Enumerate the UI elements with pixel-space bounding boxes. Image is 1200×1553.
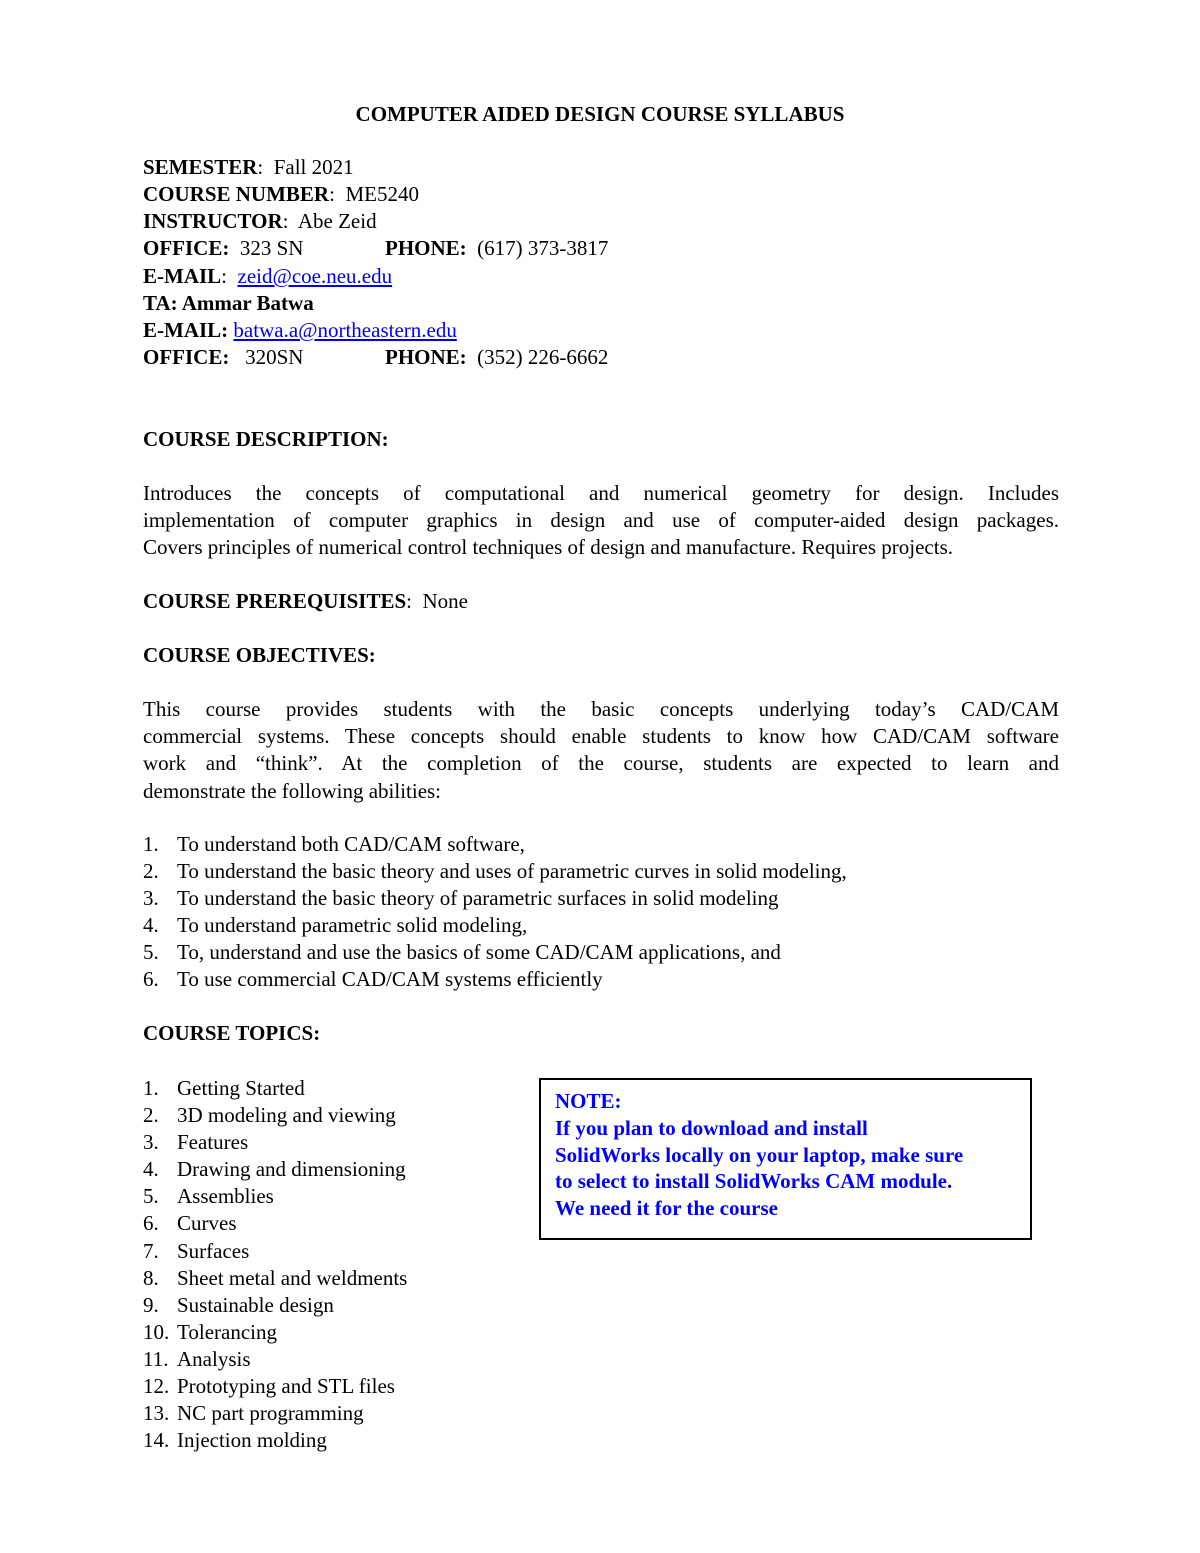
description-line: Introduces the concepts of computational and numerical geometry for design. Includes bbox=[143, 481, 1059, 505]
list-text: Getting Started bbox=[177, 1076, 305, 1100]
list-item bbox=[143, 1156, 407, 1183]
note-line: to select to install SolidWorks CAM module. bbox=[555, 1169, 953, 1194]
note-line: If you plan to download and install bbox=[555, 1115, 868, 1140]
ta-email-line bbox=[143, 317, 457, 344]
list-text: To understand the basic theory and uses of parametric curves in solid modeling, bbox=[177, 859, 847, 884]
note-box bbox=[539, 1078, 1032, 1240]
objectives-line: work and “think”. At the completion of the course, students are expected to learn and bbox=[143, 751, 1059, 776]
list-text: To use commercial CAD/CAM systems efficiently bbox=[177, 967, 603, 992]
list-number: 5. bbox=[143, 940, 159, 965]
list-item bbox=[143, 1346, 407, 1373]
list-item bbox=[143, 939, 847, 966]
list-item bbox=[143, 1129, 407, 1156]
prerequisites-label: COURSE PREREQUISITES bbox=[143, 589, 407, 613]
objectives-paragraph bbox=[143, 696, 1059, 805]
list-text: 3D modeling and viewing bbox=[177, 1103, 396, 1128]
office-value: 323 SN bbox=[239, 236, 304, 260]
email-line: E-MAIL: zeid@coe.neu.edu bbox=[143, 264, 393, 288]
list-number: 4. bbox=[143, 1157, 159, 1182]
objectives-line: commercial systems. These concepts should enable students to know how CAD/CAM software bbox=[143, 724, 1059, 749]
list-text: Assemblies bbox=[177, 1184, 274, 1209]
instructor-value: Abe Zeid bbox=[297, 209, 377, 233]
note-text bbox=[555, 1088, 963, 1222]
list-number: 6. bbox=[143, 1211, 159, 1236]
list-number: 5. bbox=[143, 1184, 159, 1209]
list-text: Sheet metal and weldments bbox=[177, 1265, 408, 1290]
prerequisites-line: COURSE PREREQUISITES: None bbox=[143, 589, 468, 613]
list-item bbox=[143, 831, 847, 858]
ta-name: TA: Ammar Batwa bbox=[143, 291, 314, 315]
list-item bbox=[143, 1427, 407, 1454]
ta-phone-label: PHONE: bbox=[385, 345, 467, 369]
list-number: 10. bbox=[143, 1319, 170, 1344]
phone-label: PHONE: bbox=[385, 236, 467, 260]
description-paragraph bbox=[143, 480, 1059, 562]
ta-phone-value: (352) 226-6662 bbox=[477, 345, 609, 369]
list-number: 6. bbox=[143, 967, 159, 992]
list-text: Sustainable design bbox=[177, 1292, 334, 1317]
note-line: We need it for the course bbox=[555, 1196, 778, 1221]
list-text: Tolerancing bbox=[177, 1319, 277, 1344]
description-line: Covers principles of numerical control techniques of design and manufacture. Requires projects. bbox=[143, 535, 953, 560]
list-number: 1. bbox=[143, 832, 159, 856]
list-item bbox=[143, 1102, 407, 1129]
list-number: 12. bbox=[143, 1374, 170, 1399]
email-label: E-MAIL bbox=[143, 264, 222, 288]
list-item bbox=[143, 885, 847, 912]
note-line: NOTE: bbox=[555, 1089, 622, 1113]
list-item bbox=[143, 966, 847, 993]
list-number: 11. bbox=[143, 1346, 169, 1371]
note-line: SolidWorks locally on your laptop, make sure bbox=[555, 1142, 964, 1167]
topics-list bbox=[143, 1075, 407, 1454]
list-item bbox=[143, 912, 847, 939]
office-label: OFFICE: bbox=[143, 236, 230, 260]
list-text: NC part programming bbox=[177, 1401, 364, 1426]
list-number: 3. bbox=[143, 886, 159, 911]
instructor-label: INSTRUCTOR bbox=[143, 209, 283, 233]
list-text: Surfaces bbox=[177, 1238, 250, 1263]
ta-office-label: OFFICE: bbox=[143, 345, 230, 369]
course-number-line: COURSE NUMBER: ME5240 bbox=[143, 182, 419, 206]
phone-value: (617) 373-3817 bbox=[477, 236, 609, 260]
list-text: Prototyping and STL files bbox=[177, 1374, 395, 1399]
list-number: 9. bbox=[143, 1292, 159, 1317]
list-number: 2. bbox=[143, 1103, 159, 1128]
phone-group bbox=[385, 235, 608, 262]
list-item bbox=[143, 1238, 407, 1265]
office-line bbox=[143, 235, 843, 262]
list-item bbox=[143, 858, 847, 885]
instructor-line: INSTRUCTOR: Abe Zeid bbox=[143, 209, 377, 233]
objectives-line: demonstrate the following abilities: bbox=[143, 778, 442, 803]
list-item bbox=[143, 1292, 407, 1319]
list-item bbox=[143, 1400, 407, 1427]
ta-line bbox=[143, 290, 314, 317]
list-text: To understand parametric solid modeling, bbox=[177, 913, 528, 938]
page-title: COMPUTER AIDED DESIGN COURSE SYLLABUS bbox=[355, 102, 845, 126]
list-text: To understand both CAD/CAM software, bbox=[177, 832, 525, 856]
list-number: 7. bbox=[143, 1238, 159, 1263]
list-text: To, understand and use the basics of some CAD/CAM applications, and bbox=[177, 940, 781, 965]
list-number: 2. bbox=[143, 859, 159, 884]
prerequisites-value: None bbox=[422, 589, 468, 613]
objectives-line: This course provides students with the basic concepts underlying today’s CAD/CAM bbox=[143, 697, 1059, 721]
semester-value: Fall 2021 bbox=[273, 155, 354, 179]
list-item bbox=[143, 1265, 407, 1292]
list-text: Injection molding bbox=[177, 1428, 327, 1453]
ta-office-line bbox=[143, 344, 843, 371]
list-item bbox=[143, 1075, 407, 1102]
list-text: Features bbox=[177, 1130, 249, 1155]
description-heading: COURSE DESCRIPTION: bbox=[143, 427, 389, 451]
list-item bbox=[143, 1183, 407, 1210]
list-item bbox=[143, 1373, 407, 1400]
ta-email-link[interactable]: batwa.a@northeastern.edu bbox=[233, 318, 457, 342]
semester-label: SEMESTER bbox=[143, 155, 258, 179]
list-number: 4. bbox=[143, 913, 159, 938]
list-number: 14. bbox=[143, 1428, 170, 1453]
list-text: Drawing and dimensioning bbox=[177, 1157, 406, 1182]
email-link[interactable]: zeid@coe.neu.edu bbox=[237, 264, 393, 288]
objectives-heading: COURSE OBJECTIVES: bbox=[143, 643, 376, 667]
list-text: To understand the basic theory of parametric surfaces in solid modeling bbox=[177, 886, 779, 911]
course-number-value: ME5240 bbox=[345, 182, 419, 206]
list-number: 13. bbox=[143, 1401, 170, 1426]
list-number: 8. bbox=[143, 1265, 159, 1290]
objectives-list bbox=[143, 831, 847, 994]
course-number-label: COURSE NUMBER bbox=[143, 182, 330, 206]
list-text: Curves bbox=[177, 1211, 237, 1236]
ta-email-label: E-MAIL: bbox=[143, 318, 229, 342]
list-text: Analysis bbox=[177, 1346, 251, 1371]
ta-phone-group bbox=[385, 344, 608, 371]
description-line: implementation of computer graphics in design and use of computer-aided design packages. bbox=[143, 508, 1059, 533]
list-item bbox=[143, 1319, 407, 1346]
semester-line: SEMESTER: Fall 2021 bbox=[143, 155, 354, 179]
list-item bbox=[143, 1210, 407, 1237]
ta-office-value: 320SN bbox=[245, 345, 304, 369]
list-number: 1. bbox=[143, 1076, 159, 1100]
list-number: 3. bbox=[143, 1130, 159, 1155]
topics-heading: COURSE TOPICS: bbox=[143, 1021, 321, 1045]
